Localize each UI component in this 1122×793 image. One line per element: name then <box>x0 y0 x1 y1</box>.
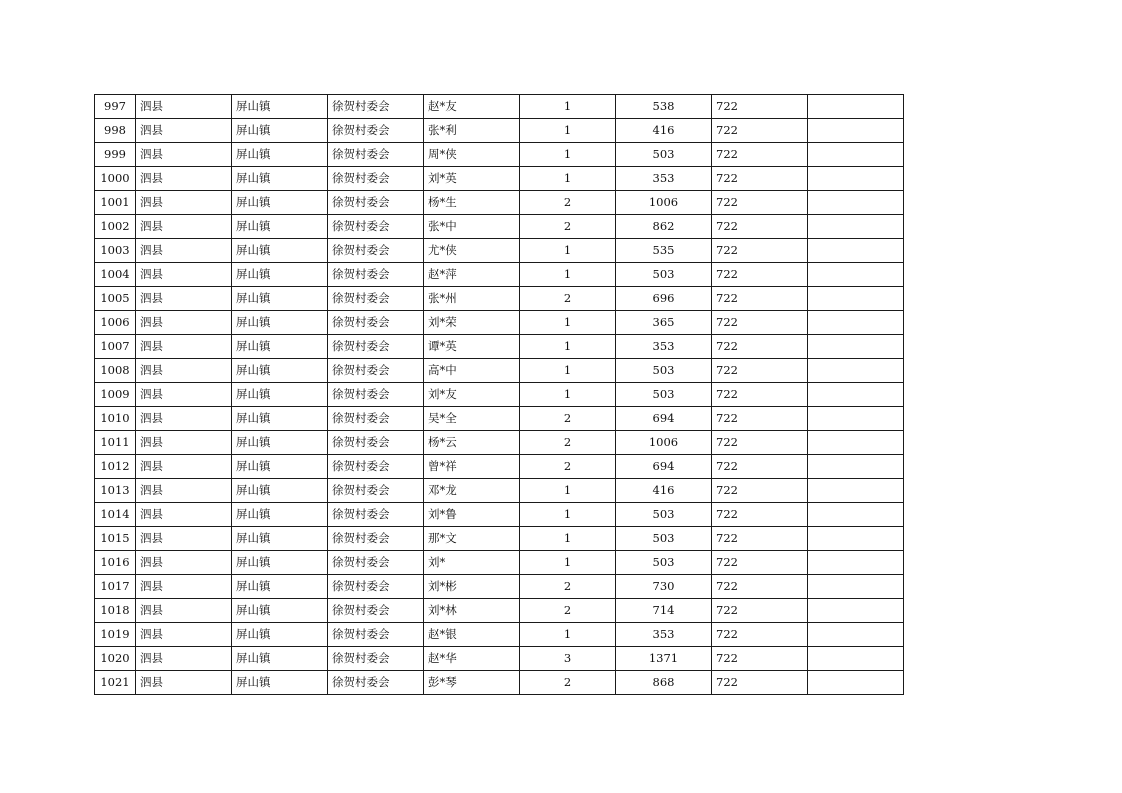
cell-name: 杨*云 <box>424 431 520 455</box>
cell-row-number: 1013 <box>95 479 136 503</box>
cell-village: 徐贺村委会 <box>328 143 424 167</box>
cell-name: 谭*英 <box>424 335 520 359</box>
cell-town: 屏山镇 <box>232 503 328 527</box>
cell-extra <box>808 479 904 503</box>
cell-row-number: 1002 <box>95 215 136 239</box>
cell-extra <box>808 407 904 431</box>
cell-people-count: 1 <box>520 503 616 527</box>
cell-row-number: 1003 <box>95 239 136 263</box>
cell-people-count: 1 <box>520 527 616 551</box>
cell-code: 722 <box>712 527 808 551</box>
cell-people-count: 2 <box>520 431 616 455</box>
cell-village: 徐贺村委会 <box>328 383 424 407</box>
cell-code: 722 <box>712 167 808 191</box>
cell-extra <box>808 239 904 263</box>
cell-extra <box>808 599 904 623</box>
cell-amount: 868 <box>616 671 712 695</box>
cell-county: 泗县 <box>136 671 232 695</box>
cell-town: 屏山镇 <box>232 551 328 575</box>
cell-town: 屏山镇 <box>232 383 328 407</box>
cell-amount: 694 <box>616 455 712 479</box>
cell-extra <box>808 431 904 455</box>
cell-amount: 353 <box>616 623 712 647</box>
cell-extra <box>808 215 904 239</box>
cell-name: 刘*荣 <box>424 311 520 335</box>
table-row <box>95 503 904 527</box>
cell-extra <box>808 119 904 143</box>
cell-code: 722 <box>712 407 808 431</box>
cell-county: 泗县 <box>136 647 232 671</box>
cell-row-number: 1000 <box>95 167 136 191</box>
cell-amount: 503 <box>616 551 712 575</box>
cell-village: 徐贺村委会 <box>328 215 424 239</box>
cell-code: 722 <box>712 311 808 335</box>
cell-county: 泗县 <box>136 95 232 119</box>
cell-town: 屏山镇 <box>232 167 328 191</box>
table-row <box>95 455 904 479</box>
cell-row-number: 1004 <box>95 263 136 287</box>
cell-row-number: 1006 <box>95 311 136 335</box>
cell-village: 徐贺村委会 <box>328 527 424 551</box>
cell-people-count: 1 <box>520 263 616 287</box>
table-row <box>95 383 904 407</box>
cell-code: 722 <box>712 623 808 647</box>
cell-extra <box>808 671 904 695</box>
cell-extra <box>808 167 904 191</box>
cell-amount: 416 <box>616 119 712 143</box>
cell-name: 尤*侠 <box>424 239 520 263</box>
cell-name: 张*中 <box>424 215 520 239</box>
cell-row-number: 1016 <box>95 551 136 575</box>
cell-extra <box>808 95 904 119</box>
cell-amount: 1006 <box>616 191 712 215</box>
cell-amount: 503 <box>616 527 712 551</box>
cell-amount: 714 <box>616 599 712 623</box>
cell-code: 722 <box>712 191 808 215</box>
cell-row-number: 1021 <box>95 671 136 695</box>
table-body <box>95 95 904 695</box>
cell-row-number: 1001 <box>95 191 136 215</box>
cell-town: 屏山镇 <box>232 623 328 647</box>
cell-people-count: 2 <box>520 215 616 239</box>
cell-village: 徐贺村委会 <box>328 455 424 479</box>
cell-name: 赵*友 <box>424 95 520 119</box>
cell-town: 屏山镇 <box>232 575 328 599</box>
cell-name: 邓*龙 <box>424 479 520 503</box>
cell-county: 泗县 <box>136 551 232 575</box>
cell-name: 杨*生 <box>424 191 520 215</box>
cell-name: 刘* <box>424 551 520 575</box>
cell-code: 722 <box>712 671 808 695</box>
cell-village: 徐贺村委会 <box>328 671 424 695</box>
cell-row-number: 997 <box>95 95 136 119</box>
cell-village: 徐贺村委会 <box>328 167 424 191</box>
cell-extra <box>808 503 904 527</box>
cell-row-number: 1017 <box>95 575 136 599</box>
table-row <box>95 671 904 695</box>
cell-county: 泗县 <box>136 527 232 551</box>
cell-county: 泗县 <box>136 383 232 407</box>
cell-village: 徐贺村委会 <box>328 287 424 311</box>
cell-row-number: 1014 <box>95 503 136 527</box>
cell-row-number: 1005 <box>95 287 136 311</box>
cell-county: 泗县 <box>136 239 232 263</box>
cell-village: 徐贺村委会 <box>328 263 424 287</box>
cell-village: 徐贺村委会 <box>328 311 424 335</box>
cell-town: 屏山镇 <box>232 359 328 383</box>
table-row <box>95 239 904 263</box>
cell-town: 屏山镇 <box>232 215 328 239</box>
cell-people-count: 2 <box>520 287 616 311</box>
cell-people-count: 1 <box>520 383 616 407</box>
cell-code: 722 <box>712 119 808 143</box>
cell-town: 屏山镇 <box>232 311 328 335</box>
cell-name: 高*中 <box>424 359 520 383</box>
table-row <box>95 311 904 335</box>
cell-people-count: 1 <box>520 335 616 359</box>
cell-village: 徐贺村委会 <box>328 551 424 575</box>
cell-town: 屏山镇 <box>232 239 328 263</box>
cell-people-count: 2 <box>520 599 616 623</box>
cell-name: 那*文 <box>424 527 520 551</box>
cell-extra <box>808 263 904 287</box>
cell-village: 徐贺村委会 <box>328 95 424 119</box>
cell-code: 722 <box>712 647 808 671</box>
cell-amount: 416 <box>616 479 712 503</box>
cell-name: 赵*萍 <box>424 263 520 287</box>
cell-town: 屏山镇 <box>232 599 328 623</box>
cell-code: 722 <box>712 95 808 119</box>
cell-extra <box>808 551 904 575</box>
cell-people-count: 1 <box>520 479 616 503</box>
table-row <box>95 119 904 143</box>
cell-town: 屏山镇 <box>232 647 328 671</box>
cell-county: 泗县 <box>136 575 232 599</box>
cell-village: 徐贺村委会 <box>328 503 424 527</box>
cell-name: 刘*英 <box>424 167 520 191</box>
cell-county: 泗县 <box>136 287 232 311</box>
cell-people-count: 1 <box>520 359 616 383</box>
cell-row-number: 1008 <box>95 359 136 383</box>
table-row <box>95 95 904 119</box>
cell-county: 泗县 <box>136 143 232 167</box>
cell-extra <box>808 383 904 407</box>
table-row <box>95 263 904 287</box>
cell-town: 屏山镇 <box>232 143 328 167</box>
cell-village: 徐贺村委会 <box>328 599 424 623</box>
cell-county: 泗县 <box>136 263 232 287</box>
cell-people-count: 3 <box>520 647 616 671</box>
cell-code: 722 <box>712 383 808 407</box>
cell-village: 徐贺村委会 <box>328 479 424 503</box>
table-row <box>95 167 904 191</box>
cell-town: 屏山镇 <box>232 455 328 479</box>
cell-town: 屏山镇 <box>232 287 328 311</box>
table-row <box>95 623 904 647</box>
table-row <box>95 359 904 383</box>
cell-extra <box>808 455 904 479</box>
table-row <box>95 215 904 239</box>
cell-code: 722 <box>712 143 808 167</box>
cell-name: 刘*鲁 <box>424 503 520 527</box>
cell-name: 赵*银 <box>424 623 520 647</box>
cell-town: 屏山镇 <box>232 671 328 695</box>
data-table <box>94 94 904 695</box>
cell-amount: 730 <box>616 575 712 599</box>
table-row <box>95 575 904 599</box>
cell-extra <box>808 575 904 599</box>
cell-people-count: 1 <box>520 119 616 143</box>
cell-amount: 353 <box>616 167 712 191</box>
cell-extra <box>808 359 904 383</box>
cell-row-number: 999 <box>95 143 136 167</box>
cell-people-count: 1 <box>520 551 616 575</box>
cell-row-number: 1018 <box>95 599 136 623</box>
cell-town: 屏山镇 <box>232 527 328 551</box>
cell-county: 泗县 <box>136 623 232 647</box>
table-row <box>95 479 904 503</box>
cell-name: 张*利 <box>424 119 520 143</box>
cell-code: 722 <box>712 599 808 623</box>
cell-county: 泗县 <box>136 431 232 455</box>
cell-town: 屏山镇 <box>232 119 328 143</box>
cell-code: 722 <box>712 359 808 383</box>
cell-people-count: 1 <box>520 239 616 263</box>
cell-county: 泗县 <box>136 335 232 359</box>
cell-town: 屏山镇 <box>232 479 328 503</box>
cell-county: 泗县 <box>136 167 232 191</box>
cell-amount: 503 <box>616 263 712 287</box>
cell-amount: 353 <box>616 335 712 359</box>
cell-code: 722 <box>712 575 808 599</box>
cell-county: 泗县 <box>136 119 232 143</box>
cell-people-count: 1 <box>520 95 616 119</box>
cell-extra <box>808 335 904 359</box>
cell-code: 722 <box>712 215 808 239</box>
cell-row-number: 1012 <box>95 455 136 479</box>
cell-code: 722 <box>712 503 808 527</box>
cell-people-count: 2 <box>520 407 616 431</box>
cell-amount: 535 <box>616 239 712 263</box>
cell-code: 722 <box>712 263 808 287</box>
cell-town: 屏山镇 <box>232 95 328 119</box>
cell-row-number: 1011 <box>95 431 136 455</box>
cell-people-count: 2 <box>520 671 616 695</box>
cell-row-number: 1020 <box>95 647 136 671</box>
table-row <box>95 647 904 671</box>
cell-row-number: 1019 <box>95 623 136 647</box>
cell-village: 徐贺村委会 <box>328 623 424 647</box>
cell-extra <box>808 311 904 335</box>
cell-name: 彭*琴 <box>424 671 520 695</box>
cell-row-number: 1007 <box>95 335 136 359</box>
cell-code: 722 <box>712 479 808 503</box>
cell-amount: 503 <box>616 359 712 383</box>
cell-county: 泗县 <box>136 599 232 623</box>
cell-amount: 365 <box>616 311 712 335</box>
cell-extra <box>808 143 904 167</box>
cell-name: 张*州 <box>424 287 520 311</box>
table-row <box>95 335 904 359</box>
cell-county: 泗县 <box>136 311 232 335</box>
cell-village: 徐贺村委会 <box>328 335 424 359</box>
cell-people-count: 2 <box>520 455 616 479</box>
cell-village: 徐贺村委会 <box>328 239 424 263</box>
cell-code: 722 <box>712 455 808 479</box>
cell-name: 刘*林 <box>424 599 520 623</box>
cell-village: 徐贺村委会 <box>328 575 424 599</box>
cell-row-number: 1010 <box>95 407 136 431</box>
cell-people-count: 2 <box>520 191 616 215</box>
table-row <box>95 191 904 215</box>
cell-county: 泗县 <box>136 359 232 383</box>
table-row <box>95 527 904 551</box>
cell-village: 徐贺村委会 <box>328 359 424 383</box>
cell-village: 徐贺村委会 <box>328 431 424 455</box>
cell-village: 徐贺村委会 <box>328 407 424 431</box>
cell-amount: 503 <box>616 503 712 527</box>
table-row <box>95 143 904 167</box>
cell-county: 泗县 <box>136 407 232 431</box>
cell-village: 徐贺村委会 <box>328 119 424 143</box>
cell-county: 泗县 <box>136 503 232 527</box>
cell-town: 屏山镇 <box>232 263 328 287</box>
cell-people-count: 2 <box>520 575 616 599</box>
cell-county: 泗县 <box>136 215 232 239</box>
cell-town: 屏山镇 <box>232 407 328 431</box>
cell-village: 徐贺村委会 <box>328 647 424 671</box>
cell-people-count: 1 <box>520 167 616 191</box>
cell-amount: 696 <box>616 287 712 311</box>
cell-town: 屏山镇 <box>232 335 328 359</box>
cell-row-number: 1015 <box>95 527 136 551</box>
cell-county: 泗县 <box>136 191 232 215</box>
cell-people-count: 1 <box>520 311 616 335</box>
cell-people-count: 1 <box>520 143 616 167</box>
table-row <box>95 551 904 575</box>
table-row <box>95 431 904 455</box>
cell-code: 722 <box>712 287 808 311</box>
cell-row-number: 1009 <box>95 383 136 407</box>
cell-extra <box>808 647 904 671</box>
cell-name: 赵*华 <box>424 647 520 671</box>
cell-village: 徐贺村委会 <box>328 191 424 215</box>
cell-town: 屏山镇 <box>232 431 328 455</box>
cell-amount: 503 <box>616 383 712 407</box>
cell-amount: 1371 <box>616 647 712 671</box>
cell-extra <box>808 623 904 647</box>
cell-name: 刘*友 <box>424 383 520 407</box>
cell-county: 泗县 <box>136 455 232 479</box>
cell-name: 吴*全 <box>424 407 520 431</box>
cell-name: 刘*彬 <box>424 575 520 599</box>
cell-extra <box>808 191 904 215</box>
cell-people-count: 1 <box>520 623 616 647</box>
cell-row-number: 998 <box>95 119 136 143</box>
cell-amount: 538 <box>616 95 712 119</box>
cell-amount: 694 <box>616 407 712 431</box>
cell-amount: 862 <box>616 215 712 239</box>
table-row <box>95 287 904 311</box>
cell-code: 722 <box>712 551 808 575</box>
cell-code: 722 <box>712 239 808 263</box>
cell-amount: 1006 <box>616 431 712 455</box>
cell-county: 泗县 <box>136 479 232 503</box>
cell-extra <box>808 527 904 551</box>
cell-town: 屏山镇 <box>232 191 328 215</box>
cell-name: 周*侠 <box>424 143 520 167</box>
table-row <box>95 407 904 431</box>
cell-code: 722 <box>712 335 808 359</box>
table-row <box>95 599 904 623</box>
cell-amount: 503 <box>616 143 712 167</box>
cell-code: 722 <box>712 431 808 455</box>
cell-extra <box>808 287 904 311</box>
cell-name: 曾*祥 <box>424 455 520 479</box>
